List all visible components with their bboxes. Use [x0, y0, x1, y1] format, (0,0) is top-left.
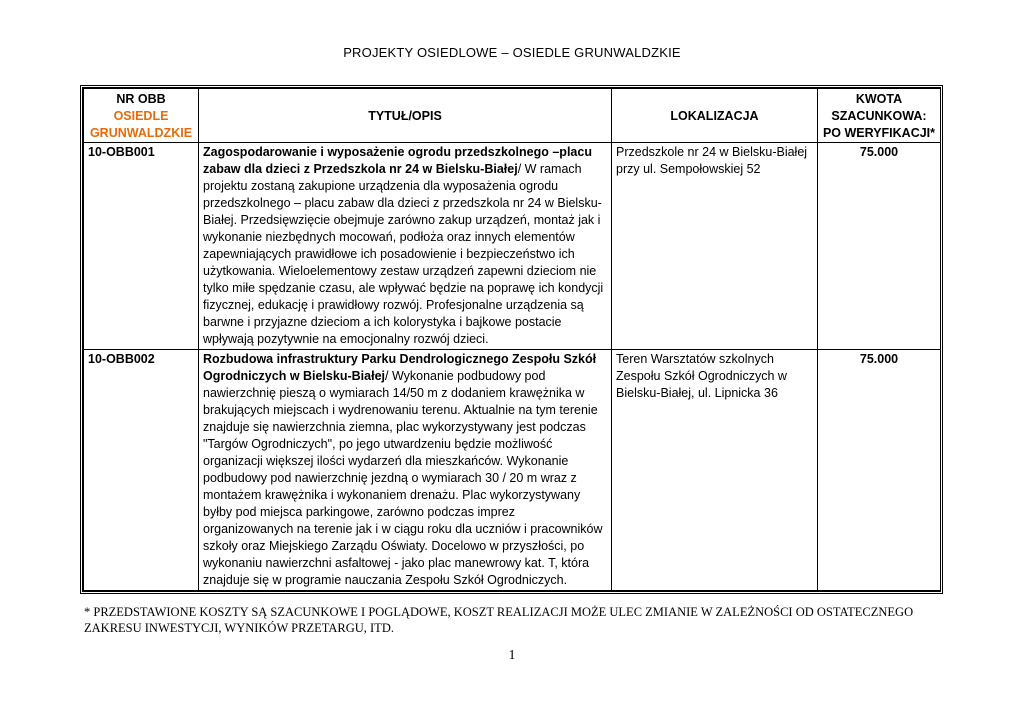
table-row — [84, 350, 941, 591]
header-nr-obb-line2: OSIEDLE — [113, 109, 169, 123]
table-header-row — [84, 89, 941, 143]
header-amount-line2: SZACUNKOWA: — [831, 109, 927, 123]
header-title: TYTUŁ/OPIS — [199, 89, 612, 143]
header-amount-line1: KWOTA — [855, 92, 903, 106]
row-title-description — [199, 143, 612, 350]
table-row — [84, 143, 941, 350]
header-location: LOKALIZACJA — [612, 89, 818, 143]
projects-table — [83, 88, 941, 591]
header-amount — [818, 89, 941, 143]
row-code: 10-OBB002 — [84, 350, 199, 591]
header-nr-obb-line3: GRUNWALDZKIE — [89, 126, 193, 140]
header-nr-obb — [84, 89, 199, 143]
header-amount-line3: PO WERYFIKACJI* — [822, 126, 936, 140]
cost-footnote: * PRZEDSTAWIONE KOSZTY SĄ SZACUNKOWE I POGLĄDOWE, KOSZT REALIZACJI MOŻE ULEC ZMIANIE W ZALEŻNOŚCI OD OSTATECZNEGO ZAKRESU INWESTYCJI, WYNIKÓW PRZETARGU, ITD. — [84, 605, 914, 635]
row-amount: 75.000 — [818, 143, 941, 350]
page-number: 1 — [508, 648, 516, 663]
row-title-description — [199, 350, 612, 591]
row-location: Przedszkole nr 24 w Bielsku-Białej przy ul. Sempołowskiej 52 — [612, 143, 818, 350]
row-title: Rozbudowa infrastruktury Parku Dendrologicznego Zespołu Szkół Ogrodniczych w Bielsku-Białej — [203, 352, 597, 383]
row-amount: 75.000 — [818, 350, 941, 591]
page-title: PROJEKTY OSIEDLOWE – OSIEDLE GRUNWALDZKIE — [343, 45, 681, 60]
row-description: / W ramach projektu zostaną zakupione urządzenia dla wyposażenia ogrodu przedszkolnego – placu zabaw dla dzieci z przedszkola nr 24 w Bielsku-Białej. Przedsięwzięcie obejmuje zarówno zakup urządzeń, montaż jak i wykonanie niezbędnych mocowań, podłoża oraz innych elementów zapewniających prawidłowe ich posadowienie i bezpieczeństwo ich użytkowania. Wieloelementowy zestaw urządzeń zapewni dzieciom nie tylko miłe spędzanie czasu, ale wpływać będzie na poprawę ich kondycji fizycznej, edukację i prawidłowy rozwój. Profesjonalne urządzenia są barwne i przyjazne dzieciom a ich kolorystyka i bajkowe postacie wpływają pozytywnie na emocjonalny rozwój dzieci. — [203, 162, 604, 346]
row-description: / Wykonanie podbudowy pod nawierzchnię pieszą o wymiarach 14/50 m z dodaniem krawężnika w brakujących miejscach i wydrenowaniu terenu. Aktualnie na tym terenie znajduje się nawierzchnia ziemna, plac wykorzystywany jest podczas "Targów Ogrodniczych", po jego utwardzeniu będzie możliwość organizacji większej ilości wydarzeń dla mieszkańców. Wykonanie podbudowy pod nawierzchnię jezdną o wymiarach 30 / 20 m wraz z montażem krawężnika i wykonaniem drenażu. Plac wykorzystywany byłby pod miejsca parkingowe, zarówno podczas imprez organizowanych na terenie jak i w ciągu roku dla uczniów i pracowników szkoły oraz Miejskiego Zarządu Oświaty. Docelowo w przyszłości, po wykonaniu nawierzchni asfaltowej - jako plac manewrowy kat. T, która znajduje się w programie nauczania Zespołu Szkół Ogrodniczych. — [203, 369, 603, 587]
header-nr-obb-line1: NR OBB — [116, 92, 166, 106]
projects-table-container — [80, 85, 943, 594]
row-title: Zagospodarowanie i wyposażenie ogrodu przedszkolnego –placu zabaw dla dzieci z Przedszkola nr 24 w Bielsku-Białej — [203, 145, 592, 176]
row-location: Teren Warsztatów szkolnych Zespołu Szkół Ogrodniczych w Bielsku-Białej, ul. Lipnicka 36 — [612, 350, 818, 591]
row-code: 10-OBB001 — [84, 143, 199, 350]
